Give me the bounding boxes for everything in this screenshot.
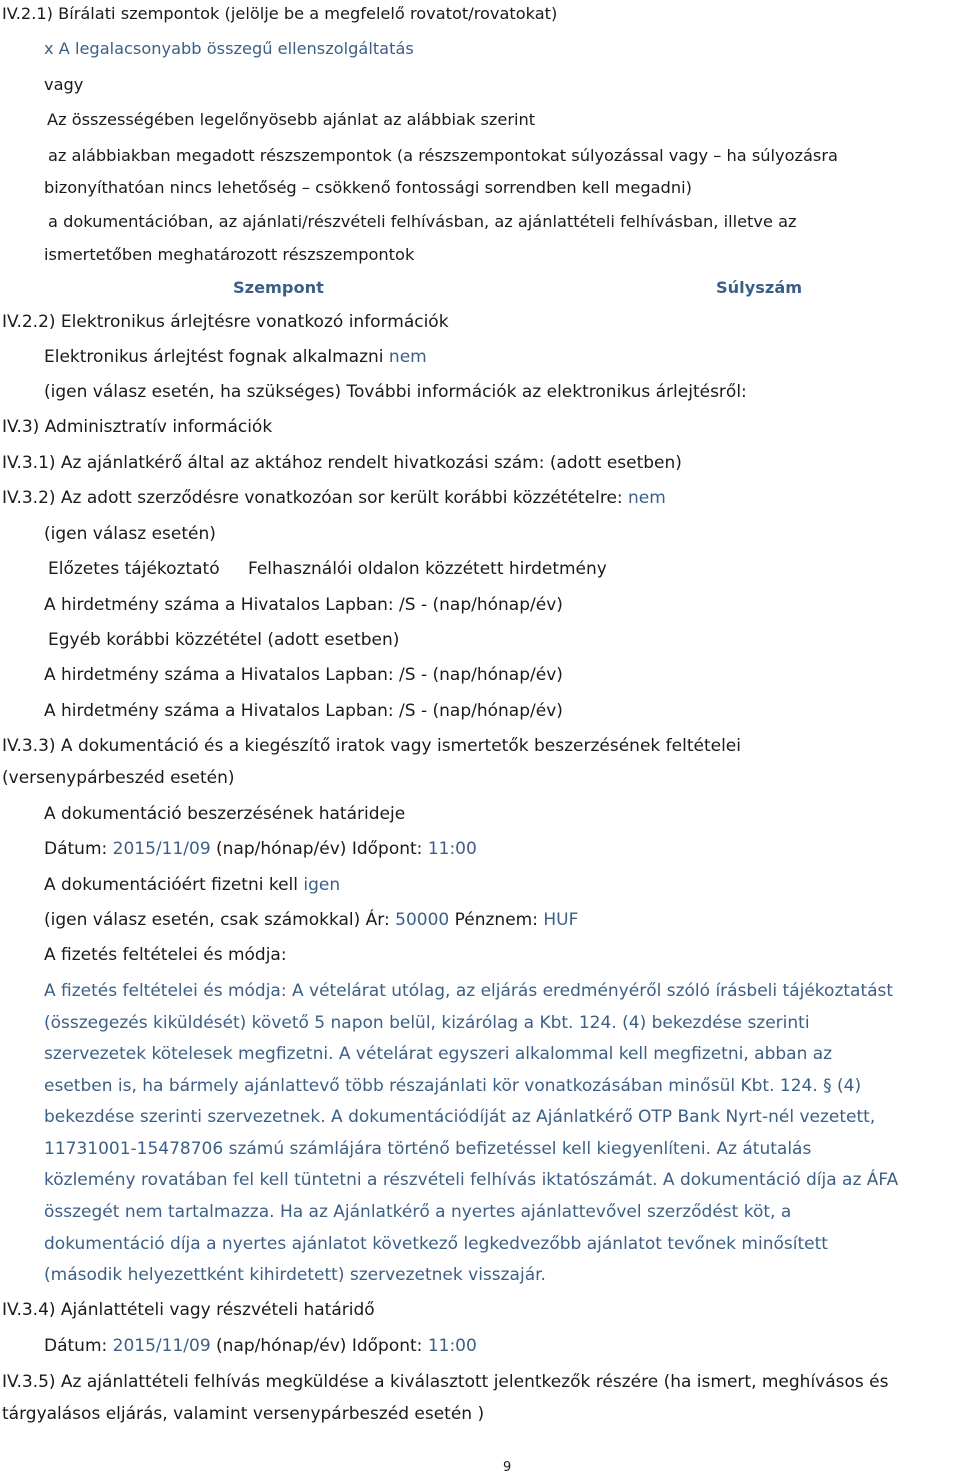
currency-label: Pénznem: [454,910,538,930]
date-value: 2015/11/09 [112,839,211,859]
date-format: (nap/hónap/év) Időpont: [216,839,423,859]
section-heading-iv35-line-2: tárgyalásos eljárás, valamint versenypárbeszéd esetén ) [2,1404,485,1424]
payment-terms-line: (második helyezettként kihirdetett) szervezetnek visszajár. [44,1265,546,1285]
payment-terms-line: közlemény rovatában fel kell tüntetni a részvételi felhívás iktatószámát. A dokumentáció díja az ÁFA [44,1170,899,1190]
section-heading-iv3: IV.3) Adminisztratív információk [2,417,273,437]
auction-row [44,346,427,368]
doc-deadline-label: A dokumentáció beszerzésének határideje [44,804,406,824]
option-best-value: Az összességében legelőnyösebb ajánlat az alábbiak szerint [47,110,536,129]
page-number: 9 [503,1460,512,1475]
section-heading-iv33-line-2: (versenypárbeszéd esetén) [2,768,235,788]
payable-value: igen [303,875,341,895]
auction-info: (igen válasz esetén, ha szükséges) További információk az elektronikus árlejtésről: [44,382,747,402]
buyer-profile-option: Felhasználói oldalon közzétett hirdetmény [248,559,607,579]
payable-row [44,874,340,896]
if-yes-note: (igen válasz esetén) [44,524,216,544]
auction-value: nem [388,347,427,367]
price-label: (igen válasz esetén, csak számokkal) Ár: [44,910,390,930]
time-value: 11:00 [427,1336,477,1356]
doc-deadline-row [44,838,477,860]
doc-criteria-line-2: ismertetőben meghatározott részszempontok [44,245,415,264]
section-heading-iv21: IV.2.1) Bírálati szempontok (jelölje be a megfelelő rovatot/rovatokat) [2,4,558,23]
price-value: 50000 [395,910,450,930]
doc-criteria-line-1: a dokumentációban, az ajánlati/részvételi felhívásban, az ajánlattételi felhívásban, illetve az [48,212,797,231]
date-label: Dátum: [44,1336,108,1356]
date-label: Dátum: [44,839,108,859]
checkbox-mark: x [44,39,54,58]
time-value: 11:00 [427,839,477,859]
section-heading-iv31: IV.3.1) Az ajánlatkérő által az aktához rendelt hivatkozási szám: (adott esetben) [2,453,682,473]
auction-label: Elektronikus árlejtést fognak alkalmazni [44,347,384,367]
sub-criteria-line-1: az alábbiakban megadott részszempontok (a részszempontokat súlyozással vagy – ha súlyozásra [48,146,838,165]
payment-terms-line: (összegezés kiküldését) követő 5 napon belül, kizárólag a Kbt. 124. (4) bekezdése szerinti [44,1013,810,1033]
option-lowest-price [44,38,414,60]
section-heading-iv35-line-1: IV.3.5) Az ajánlattételi felhívás megküldése a kiválasztott jelentkezők részére (ha ismert, meghívásos és [2,1372,889,1392]
payment-terms-label: A fizetés feltételei és módja: [44,945,287,965]
payment-terms-line: dokumentáció díja a nyertes ajánlatot következő legkedvezőbb ajánlatot tevőnek minősített [44,1234,828,1254]
payable-label: A dokumentációért fizetni kell [44,875,298,895]
sub-criteria-line-2: bizonyíthatóan nincs lehetőség – csökkenő fontossági sorrendben kell megadni) [44,178,692,197]
payment-terms-line: szervezetek kötelesek megfizetni. A vételárat egyszeri alkalommal kell megfizetni, abban az [44,1044,833,1064]
criterion-column-header: Szempont [233,278,324,297]
or-text: vagy [44,75,84,94]
other-publication-option: Egyéb korábbi közzététel (adott esetben) [48,630,400,650]
payment-terms-line: összegét nem tartalmazza. Ha az Ajánlatkérő a nyertes ajánlattevővel szerződést köt, a [44,1202,792,1222]
price-row [44,909,578,931]
date-format: (nap/hónap/év) Időpont: [216,1336,423,1356]
iv32-label: IV.3.2) Az adott szerződésre vonatkozóan sor került korábbi közzétételre: [2,488,623,508]
section-heading-iv33-line-1: IV.3.3) A dokumentáció és a kiegészítő iratok vagy ismertetők beszerzésének feltételei [2,736,741,756]
section-heading-iv22: IV.2.2) Elektronikus árlejtésre vonatkozó információk [2,312,449,332]
date-value: 2015/11/09 [112,1336,211,1356]
oj-number-1: A hirdetmény száma a Hivatalos Lapban: /S - (nap/hónap/év) [44,595,563,615]
submission-deadline-row [44,1335,477,1357]
payment-terms-line: A fizetés feltételei és módja: A vételárat utólag, az eljárás eredményéről szóló írásbeli tájékoztatást [44,981,894,1001]
currency-value: HUF [543,910,579,930]
prior-notice-option: Előzetes tájékoztató [48,559,220,579]
section-heading-iv34: IV.3.4) Ajánlattételi vagy részvételi határidő [2,1300,375,1320]
option-lowest-price-label: A legalacsonyabb összegű ellenszolgáltatás [58,39,414,58]
oj-number-3: A hirdetmény száma a Hivatalos Lapban: /S - (nap/hónap/év) [44,701,563,721]
weight-column-header: Súlyszám [716,278,803,297]
payment-terms-line: bekezdése szerinti szervezetnek. A dokumentációdíját az Ajánlatkérő OTP Bank Nyrt-nél vezetett, [44,1107,876,1127]
iv32-value: nem [628,488,666,508]
payment-terms-line: esetben is, ha bármely ajánlattevő több részajánlati kör vonatkozásában minősül Kbt. 124. § (4) [44,1076,862,1096]
oj-number-2: A hirdetmény száma a Hivatalos Lapban: /S - (nap/hónap/év) [44,665,563,685]
payment-terms-line: 11731001-15478706 számú számlájára történő befizetéssel kell kiegyenlíteni. Az átutalás [44,1139,812,1159]
section-heading-iv32 [2,487,666,509]
